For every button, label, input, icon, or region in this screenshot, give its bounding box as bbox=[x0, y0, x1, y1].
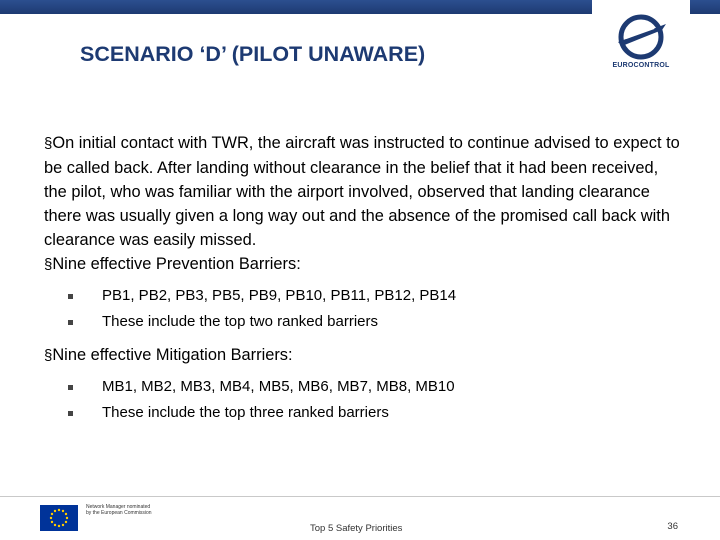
eurocontrol-logo bbox=[592, 0, 690, 80]
mitigation-heading-text: Nine effective Mitigation Barriers: bbox=[52, 346, 293, 364]
eu-caption: Network Manager nominated by the European Commission bbox=[86, 504, 152, 516]
prevention-heading bbox=[44, 252, 684, 277]
intro-paragraph bbox=[44, 131, 684, 252]
prevention-list bbox=[44, 283, 684, 335]
list-item bbox=[44, 400, 684, 426]
list-item bbox=[44, 374, 684, 400]
slide-title: SCENARIO ‘D’ (PILOT UNAWARE) bbox=[80, 42, 426, 66]
mitigation-list bbox=[44, 374, 684, 426]
list-item bbox=[44, 283, 684, 309]
eu-flag-icon bbox=[40, 505, 78, 531]
footer-title: Top 5 Safety Priorities bbox=[310, 523, 403, 534]
list-item-text: These include the top three ranked barriers bbox=[102, 404, 389, 421]
list-item-text: These include the top two ranked barriers bbox=[102, 313, 378, 330]
intro-text: On initial contact with TWR, the aircraft was instructed to continue advised to expect to be called back. After landing without clearance in the belief that it had been received, the pilot, who was familiar with the airport involved, observed that landing clearance there was usually given a long way out and the absence of the promised call back with clearance was easily missed. bbox=[44, 134, 680, 249]
bullet-marker: § bbox=[44, 135, 53, 152]
mitigation-heading bbox=[44, 343, 684, 368]
logo-text: EUROCONTROL bbox=[612, 62, 670, 69]
list-item-text: PB1, PB2, PB3, PB5, PB9, PB10, PB11, PB12, PB14 bbox=[102, 287, 457, 304]
list-item-text: MB1, MB2, MB3, MB4, MB5, MB6, MB7, MB8, MB10 bbox=[102, 378, 455, 395]
footer-divider bbox=[0, 496, 720, 497]
square-bullet-icon bbox=[68, 385, 73, 390]
square-bullet-icon bbox=[68, 320, 73, 325]
square-bullet-icon bbox=[68, 294, 73, 299]
bullet-marker: § bbox=[44, 256, 53, 273]
page-number: 36 bbox=[667, 521, 678, 532]
slide-body bbox=[44, 131, 684, 434]
eurocontrol-emblem-icon bbox=[596, 14, 686, 60]
square-bullet-icon bbox=[68, 411, 73, 416]
bullet-marker: § bbox=[44, 347, 53, 364]
list-item bbox=[44, 309, 684, 335]
prevention-heading-text: Nine effective Prevention Barriers: bbox=[52, 255, 301, 273]
